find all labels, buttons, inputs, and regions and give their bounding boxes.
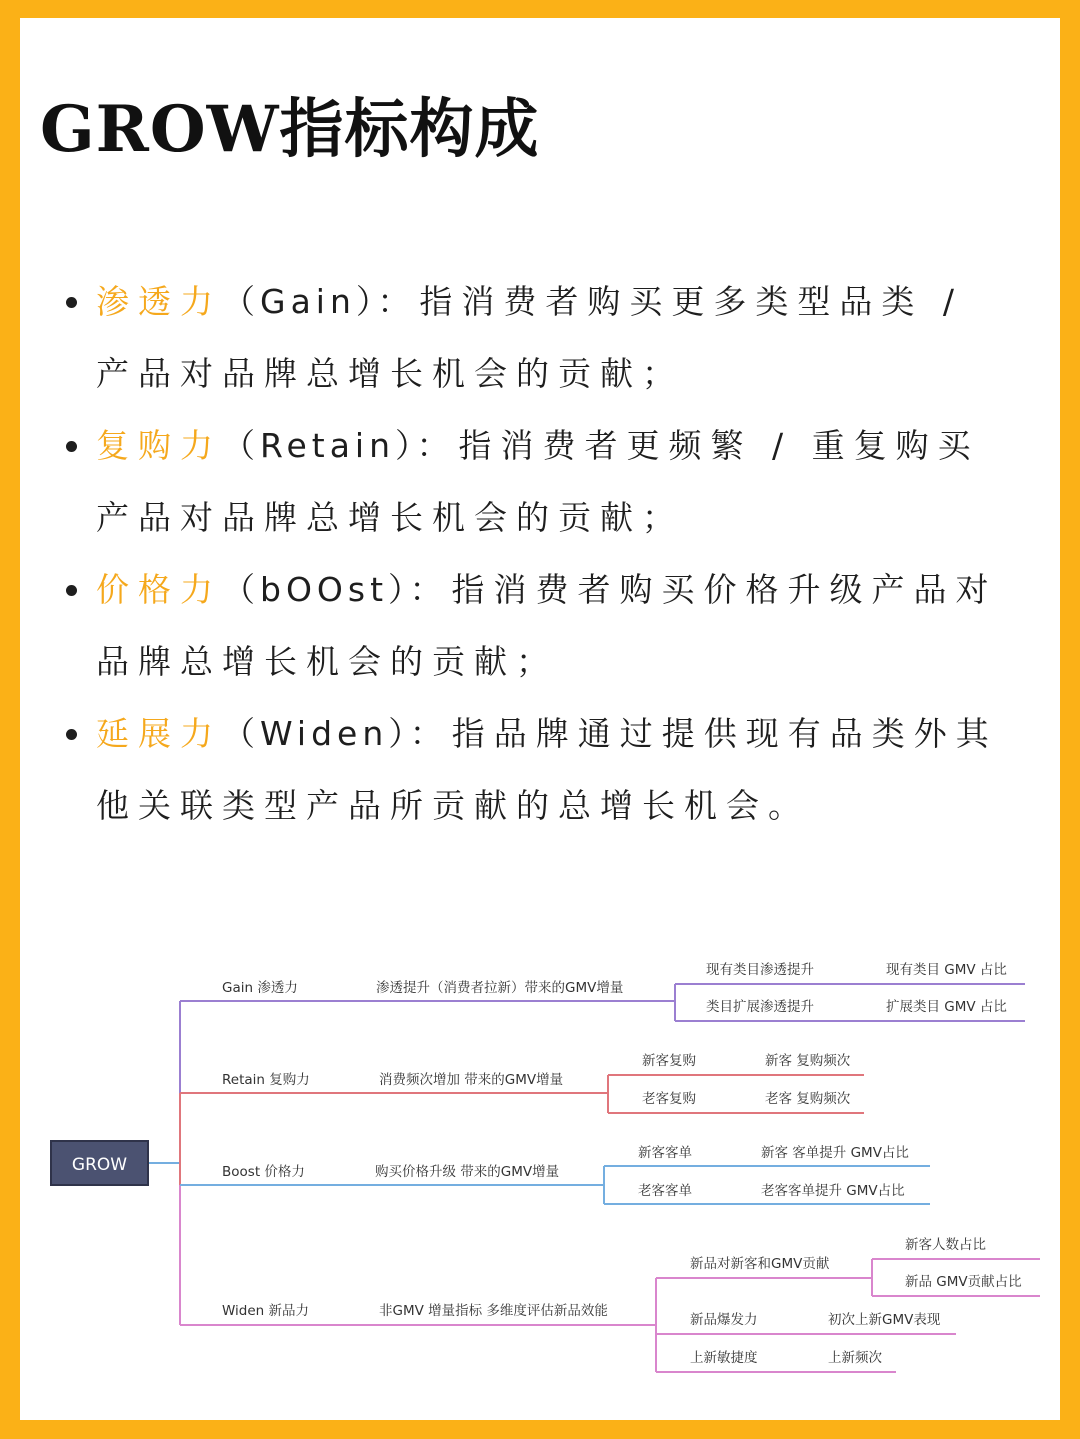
branch-label-gain: Gain 渗透力 xyxy=(222,980,298,996)
widen-child-metric: 新品 GMV贡献占比 xyxy=(905,1274,1022,1290)
definition-colon: ： xyxy=(409,570,452,609)
root-label: GROW xyxy=(71,1155,128,1175)
gain-child-metric: 现有类目 GMV 占比 xyxy=(886,962,1007,978)
definition-text: 指消费者购买价格升级产品对品牌总增长机会的贡献； xyxy=(96,570,998,681)
definition-english: （Widen） xyxy=(222,714,410,753)
definition-colon: ： xyxy=(409,714,452,753)
boost-child-name: 老客客单 xyxy=(638,1183,692,1199)
branch-desc-widen: 非GMV 增量指标 多维度评估新品效能 xyxy=(379,1303,608,1319)
definition-keyword: 价格力 xyxy=(96,570,222,609)
widen-child-metric: 新客人数占比 xyxy=(905,1237,986,1253)
definition-text: 指消费者购买更多类型品类 / 产品对品牌总增长机会的贡献； xyxy=(96,282,963,393)
gain-child-metric: 扩展类目 GMV 占比 xyxy=(886,999,1007,1015)
definition-text: 指消费者更频繁 / 重复购买产品对品牌总增长机会的贡献； xyxy=(96,426,980,537)
boost-child-name: 新客客单 xyxy=(638,1145,692,1161)
retain-child-metric: 新客 复购频次 xyxy=(765,1053,851,1069)
page-title: GROW指标构成 xyxy=(40,92,540,167)
gain-child-name: 类目扩展渗透提升 xyxy=(706,999,814,1015)
retain-child-name: 新客复购 xyxy=(642,1053,696,1069)
definition-colon: ： xyxy=(377,282,420,321)
definition-english: （Gain） xyxy=(222,282,378,321)
branch-label-widen: Widen 新品力 xyxy=(222,1303,310,1319)
definition-keyword: 渗透力 xyxy=(96,282,222,321)
widen-child-name: 新品爆发力 xyxy=(690,1312,758,1328)
definition-english: （bOOst） xyxy=(222,570,410,609)
widen-child-metric: 上新频次 xyxy=(828,1350,882,1366)
branch-label-retain: Retain 复购力 xyxy=(222,1072,310,1088)
branch-label-boost: Boost 价格力 xyxy=(222,1164,305,1180)
gain-child-name: 现有类目渗透提升 xyxy=(706,962,814,978)
widen-child-name: 新品对新客和GMV贡献 xyxy=(690,1256,830,1272)
definition-colon: ： xyxy=(416,426,459,465)
definition-keyword: 延展力 xyxy=(96,714,222,753)
retain-child-name: 老客复购 xyxy=(642,1091,696,1107)
boost-child-metric: 老客客单提升 GMV占比 xyxy=(761,1183,905,1199)
boost-child-metric: 新客 客单提升 GMV占比 xyxy=(761,1145,909,1161)
widen-child-name: 上新敏捷度 xyxy=(690,1350,758,1366)
branch-desc-boost: 购买价格升级 带来的GMV增量 xyxy=(375,1164,560,1180)
branch-desc-gain: 渗透提升（消费者拉新）带来的GMV增量 xyxy=(376,980,624,996)
definition-keyword: 复购力 xyxy=(96,426,222,465)
definition-text: 指品牌通过提供现有品类外其他关联类型产品所贡献的总增长机会。 xyxy=(96,714,998,825)
widen-child-metric: 初次上新GMV表现 xyxy=(828,1312,941,1328)
branch-desc-retain: 消费频次增加 带来的GMV增量 xyxy=(379,1072,564,1088)
retain-child-metric: 老客 复购频次 xyxy=(765,1091,851,1107)
definition-english: （Retain） xyxy=(222,426,417,465)
